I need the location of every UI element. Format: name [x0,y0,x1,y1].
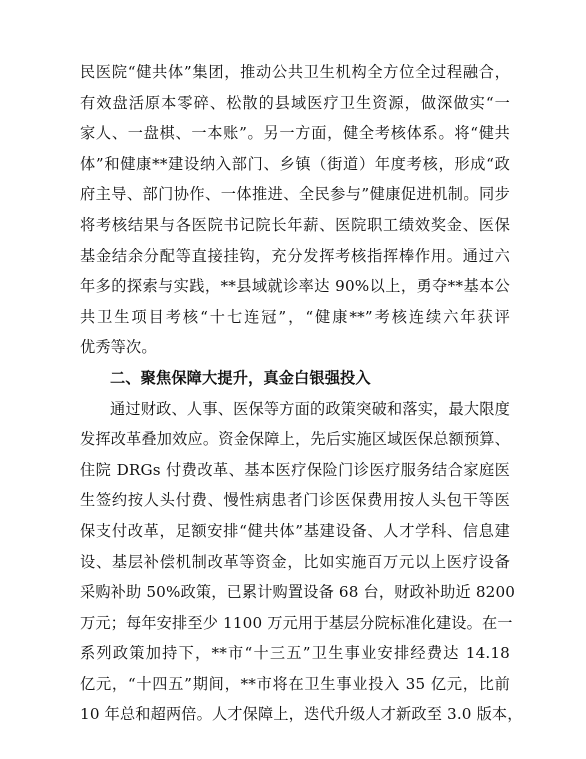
paragraph-2-line-2: 发挥改革叠加效应。资金保障上，先后实施区域医保总额预算、 [80,430,510,449]
paragraph-2-line-5: 保支付改革，足额安排“健共体”基建设备、人才学科、信息建 [80,521,510,540]
paragraph-1-line-2: 有效盘活原本零碎、松散的县域医疗卫生资源，做深做实“一 [80,93,510,112]
paragraph-2-line-7: 采购补助 50%政策，已累计购置设备 68 台，财政补助近 8200 [80,583,516,602]
paragraph-2-line-3: 住院 DRGs 付费改革、基本医疗保险门诊医疗服务结合家庭医 [80,460,510,479]
paragraph-2-line-8: 万元；每年安排至少 1100 万元用于基层分院标准化建设。在一 [80,613,513,632]
paragraph-1-line-1: 民医院“健共体”集团，推动公共卫生机构全方位全过程融合， [80,63,510,81]
paragraph-2-line-9: 系列政策加持下，**市“十三五”卫生事业安排经费达 14.18 [80,644,510,663]
paragraph-1-line-5: 府主导、部门协作、一体推进、全民参与”健康促进机制。同步 [80,185,510,204]
paragraph-1-line-3: 家人、一盘棋、一本账”。另一方面，健全考核体系。将“健共 [80,124,510,143]
section-heading: 二、聚焦保障大提升，真金白银强投入 [110,368,371,387]
paragraph-2-line-10: 亿元，“十四五”期间，**市将在卫生事业投入 35 亿元，比前 [80,674,510,693]
document-body [80,57,523,730]
paragraph-1-line-4: 体”和健康**建设纳入部门、乡镇（街道）年度考核，形成“政 [80,154,510,173]
paragraph-2-line-11: 10 年总和超两倍。人才保障上，迭代升级人才新政至 3.0 版本， [80,705,523,724]
paragraph-1-line-9: 共卫生项目考核“十七连冠”，“健康**”考核连续六年获评 [80,307,510,326]
paragraph-2-line-4: 生签约按人头付费、慢性病患者门诊医保费用按人头包干等医 [80,491,510,510]
paragraph-1-line-10: 优秀等次。 [80,338,157,357]
paragraph-2-line-1: 通过财政、人事、医保等方面的政策突破和落实，最大限度 [110,399,510,418]
paragraph-2-line-6: 设、基层补偿机制改革等资金，比如实施百万元以上医疗设备 [80,552,510,571]
paragraph-1-line-7: 基金结余分配等直接挂钩，充分发挥考核指挥棒作用。通过六 [80,246,510,265]
paragraph-1-line-6: 将考核结果与各医院书记院长年薪、医院职工绩效奖金、医保 [80,215,510,234]
paragraph-1-line-8: 年多的探索与实践，**县域就诊率达 90%以上，勇夺**基本公 [80,277,510,296]
